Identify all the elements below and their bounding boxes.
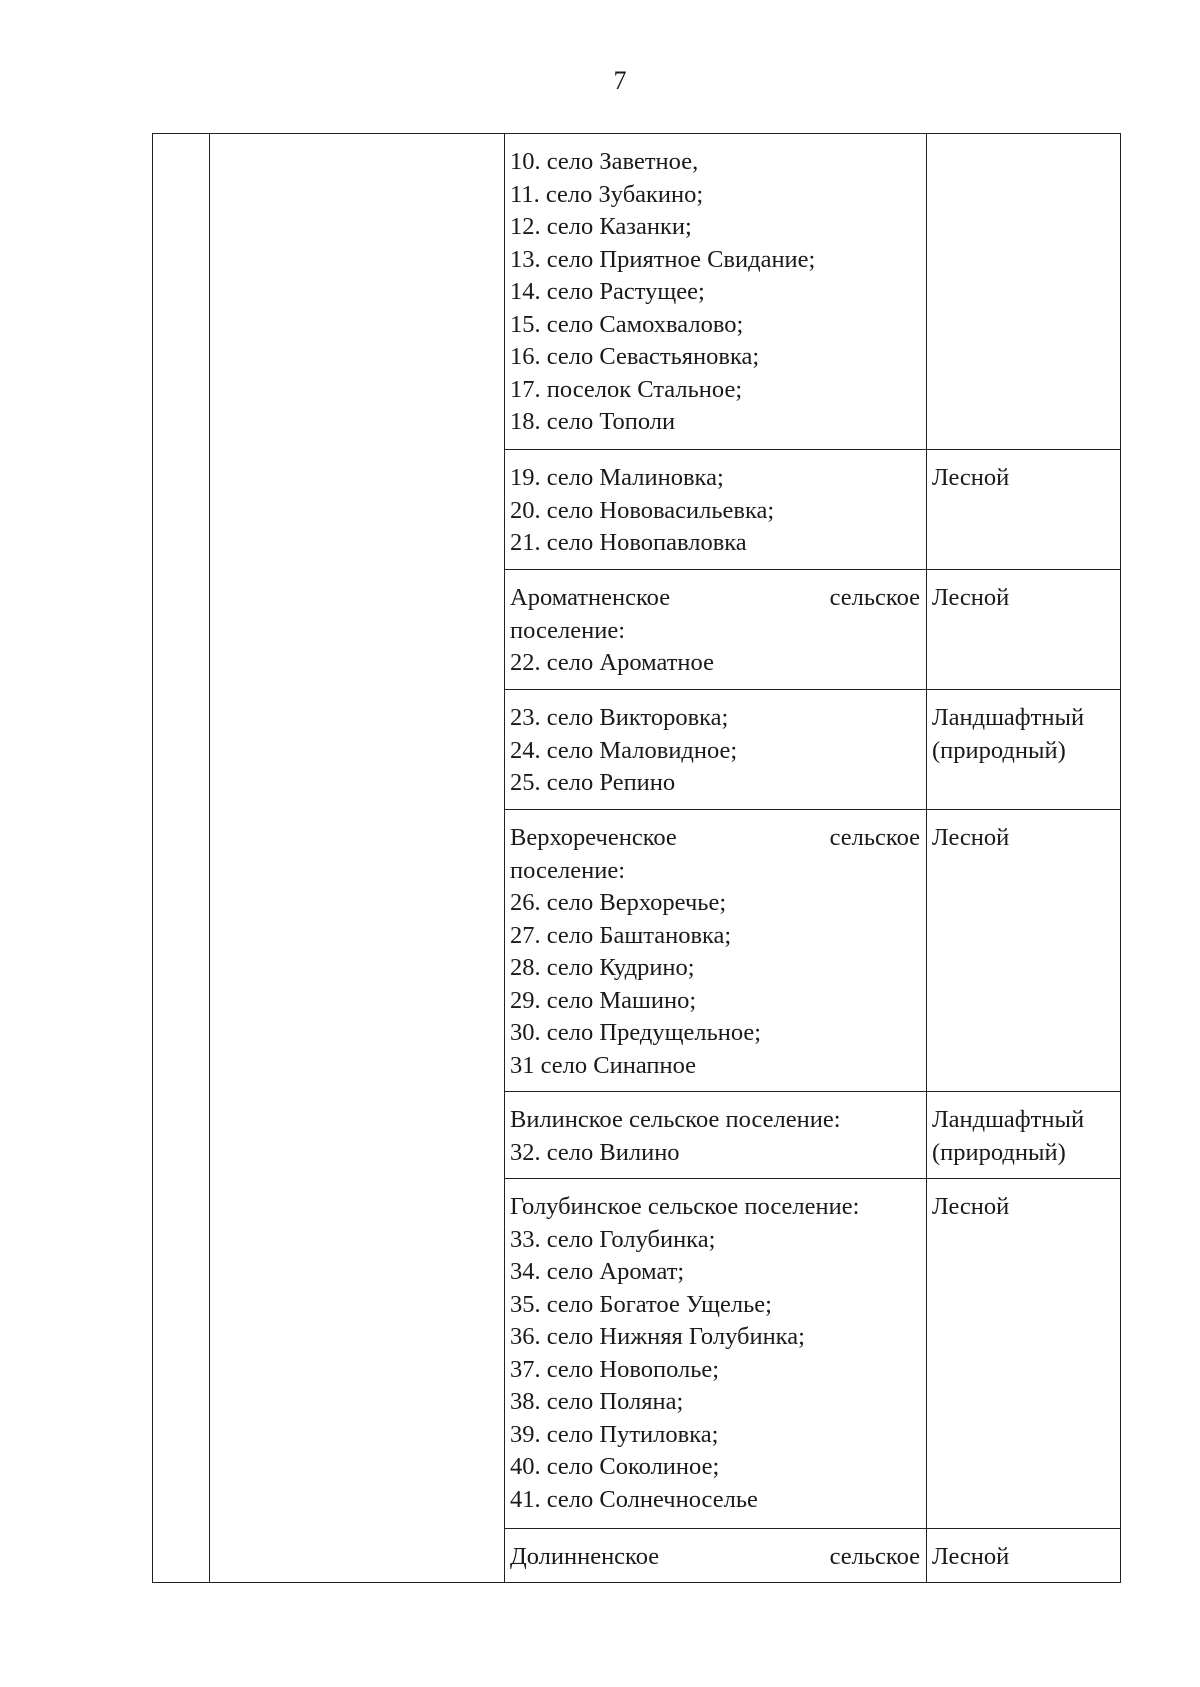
settlement-line: 10. село Заветное, bbox=[510, 148, 699, 175]
settlement-line: 27. село Баштановка; bbox=[510, 921, 732, 949]
settlement-line: 40. село Соколиное; bbox=[510, 1453, 720, 1480]
settlement-cell bbox=[504, 690, 926, 810]
settlement-cell bbox=[504, 450, 926, 570]
settlement-cell bbox=[504, 570, 926, 690]
settlement-line: 39. село Путиловка; bbox=[510, 1420, 719, 1448]
settlement-line: 12. село Казанки; bbox=[510, 213, 692, 240]
category-line: (природный) bbox=[932, 1138, 1066, 1166]
settlement-cell bbox=[504, 134, 926, 449]
category-line: Лесной bbox=[932, 824, 1010, 851]
settlement-line: 24. село Маловидное; bbox=[510, 736, 738, 764]
settlement-line: 14. село Растущее; bbox=[510, 278, 705, 305]
settlement-heading bbox=[510, 1541, 920, 1574]
category-cell bbox=[926, 1179, 1120, 1529]
column-divider-1 bbox=[209, 134, 210, 1582]
heading-word: Ароматненское bbox=[510, 584, 671, 611]
settlement-line: 26. село Верхоречье; bbox=[510, 889, 727, 916]
settlement-line: 21. село Новопавловка bbox=[510, 529, 747, 556]
settlement-line: 32. село Вилино bbox=[510, 1138, 680, 1166]
settlement-line: 18. село Тополи bbox=[510, 408, 676, 435]
settlement-line: Голубинское сельское поселение: bbox=[510, 1193, 860, 1220]
category-line: Ландшафтный bbox=[932, 1106, 1085, 1133]
settlement-line: 15. село Самохвалово; bbox=[510, 310, 744, 338]
settlement-line: 41. село Солнечноселье bbox=[510, 1485, 758, 1513]
table-row bbox=[504, 1178, 1120, 1529]
settlement-line: 23. село Викторовка; bbox=[510, 704, 729, 731]
settlement-cell bbox=[504, 1529, 926, 1582]
settlement-line: 33. село Голубинка; bbox=[510, 1225, 716, 1253]
heading-word: Долинненское bbox=[510, 1543, 660, 1570]
settlement-line: 17. поселок Стальное; bbox=[510, 375, 743, 403]
settlement-line: 36. село Нижняя Голубинка; bbox=[510, 1323, 805, 1350]
table-row bbox=[504, 809, 1120, 1092]
settlement-line: поселение: bbox=[510, 616, 626, 644]
settlement-line: 28. село Кудрино; bbox=[510, 954, 695, 981]
settlement-line: 38. село Поляна; bbox=[510, 1388, 684, 1415]
category-cell bbox=[926, 134, 1120, 449]
heading-word: сельское bbox=[829, 584, 920, 611]
category-cell bbox=[926, 1092, 1120, 1179]
table-row bbox=[504, 1091, 1120, 1179]
category-line: Лесной bbox=[932, 464, 1010, 491]
settlement-line: 11. село Зубакино; bbox=[510, 180, 704, 208]
category-line: Лесной bbox=[932, 584, 1010, 611]
settlement-cell bbox=[504, 1092, 926, 1179]
table-row bbox=[504, 689, 1120, 810]
settlement-cell bbox=[504, 1179, 926, 1529]
table-row bbox=[504, 1528, 1120, 1582]
settlement-line: поселение: bbox=[510, 856, 626, 884]
heading-word: сельское bbox=[829, 824, 920, 851]
heading-word: Верхореченское bbox=[510, 824, 677, 851]
settlement-cell bbox=[504, 810, 926, 1092]
category-line: Лесной bbox=[932, 1193, 1010, 1220]
category-cell bbox=[926, 570, 1120, 690]
settlement-heading bbox=[510, 582, 920, 615]
settlement-line: 31 село Синапное bbox=[510, 1051, 697, 1079]
settlements-table bbox=[152, 133, 1121, 1583]
table-rows bbox=[504, 134, 1120, 1582]
category-cell bbox=[926, 450, 1120, 570]
category-cell bbox=[926, 690, 1120, 810]
heading-word: сельское bbox=[829, 1543, 920, 1570]
settlement-heading bbox=[510, 822, 920, 855]
settlement-line: 19. село Малиновка; bbox=[510, 464, 724, 491]
table-row bbox=[504, 134, 1120, 449]
category-line: Лесной bbox=[932, 1543, 1010, 1570]
settlement-line: 35. село Богатое Ущелье; bbox=[510, 1290, 772, 1318]
settlement-line: Вилинское сельское поселение: bbox=[510, 1106, 841, 1133]
settlement-line: 22. село Ароматное bbox=[510, 649, 714, 676]
category-cell bbox=[926, 810, 1120, 1092]
table-row bbox=[504, 569, 1120, 690]
category-line: (природный) bbox=[932, 736, 1066, 764]
table-row bbox=[504, 449, 1120, 570]
settlement-line: 34. село Аромат; bbox=[510, 1258, 685, 1285]
category-line: Ландшафтный bbox=[932, 704, 1085, 731]
settlement-line: 20. село Нововасильевка; bbox=[510, 496, 775, 524]
page-number: 7 bbox=[613, 66, 627, 95]
settlement-line: 30. село Предущельное; bbox=[510, 1019, 762, 1046]
category-cell bbox=[926, 1529, 1120, 1582]
settlement-line: 16. село Севастьяновка; bbox=[510, 343, 760, 370]
settlement-line: 13. село Приятное Свидание; bbox=[510, 245, 816, 273]
settlement-line: 37. село Новополье; bbox=[510, 1355, 720, 1383]
settlement-line: 25. село Репино bbox=[510, 769, 676, 796]
settlement-line: 29. село Машино; bbox=[510, 986, 697, 1014]
